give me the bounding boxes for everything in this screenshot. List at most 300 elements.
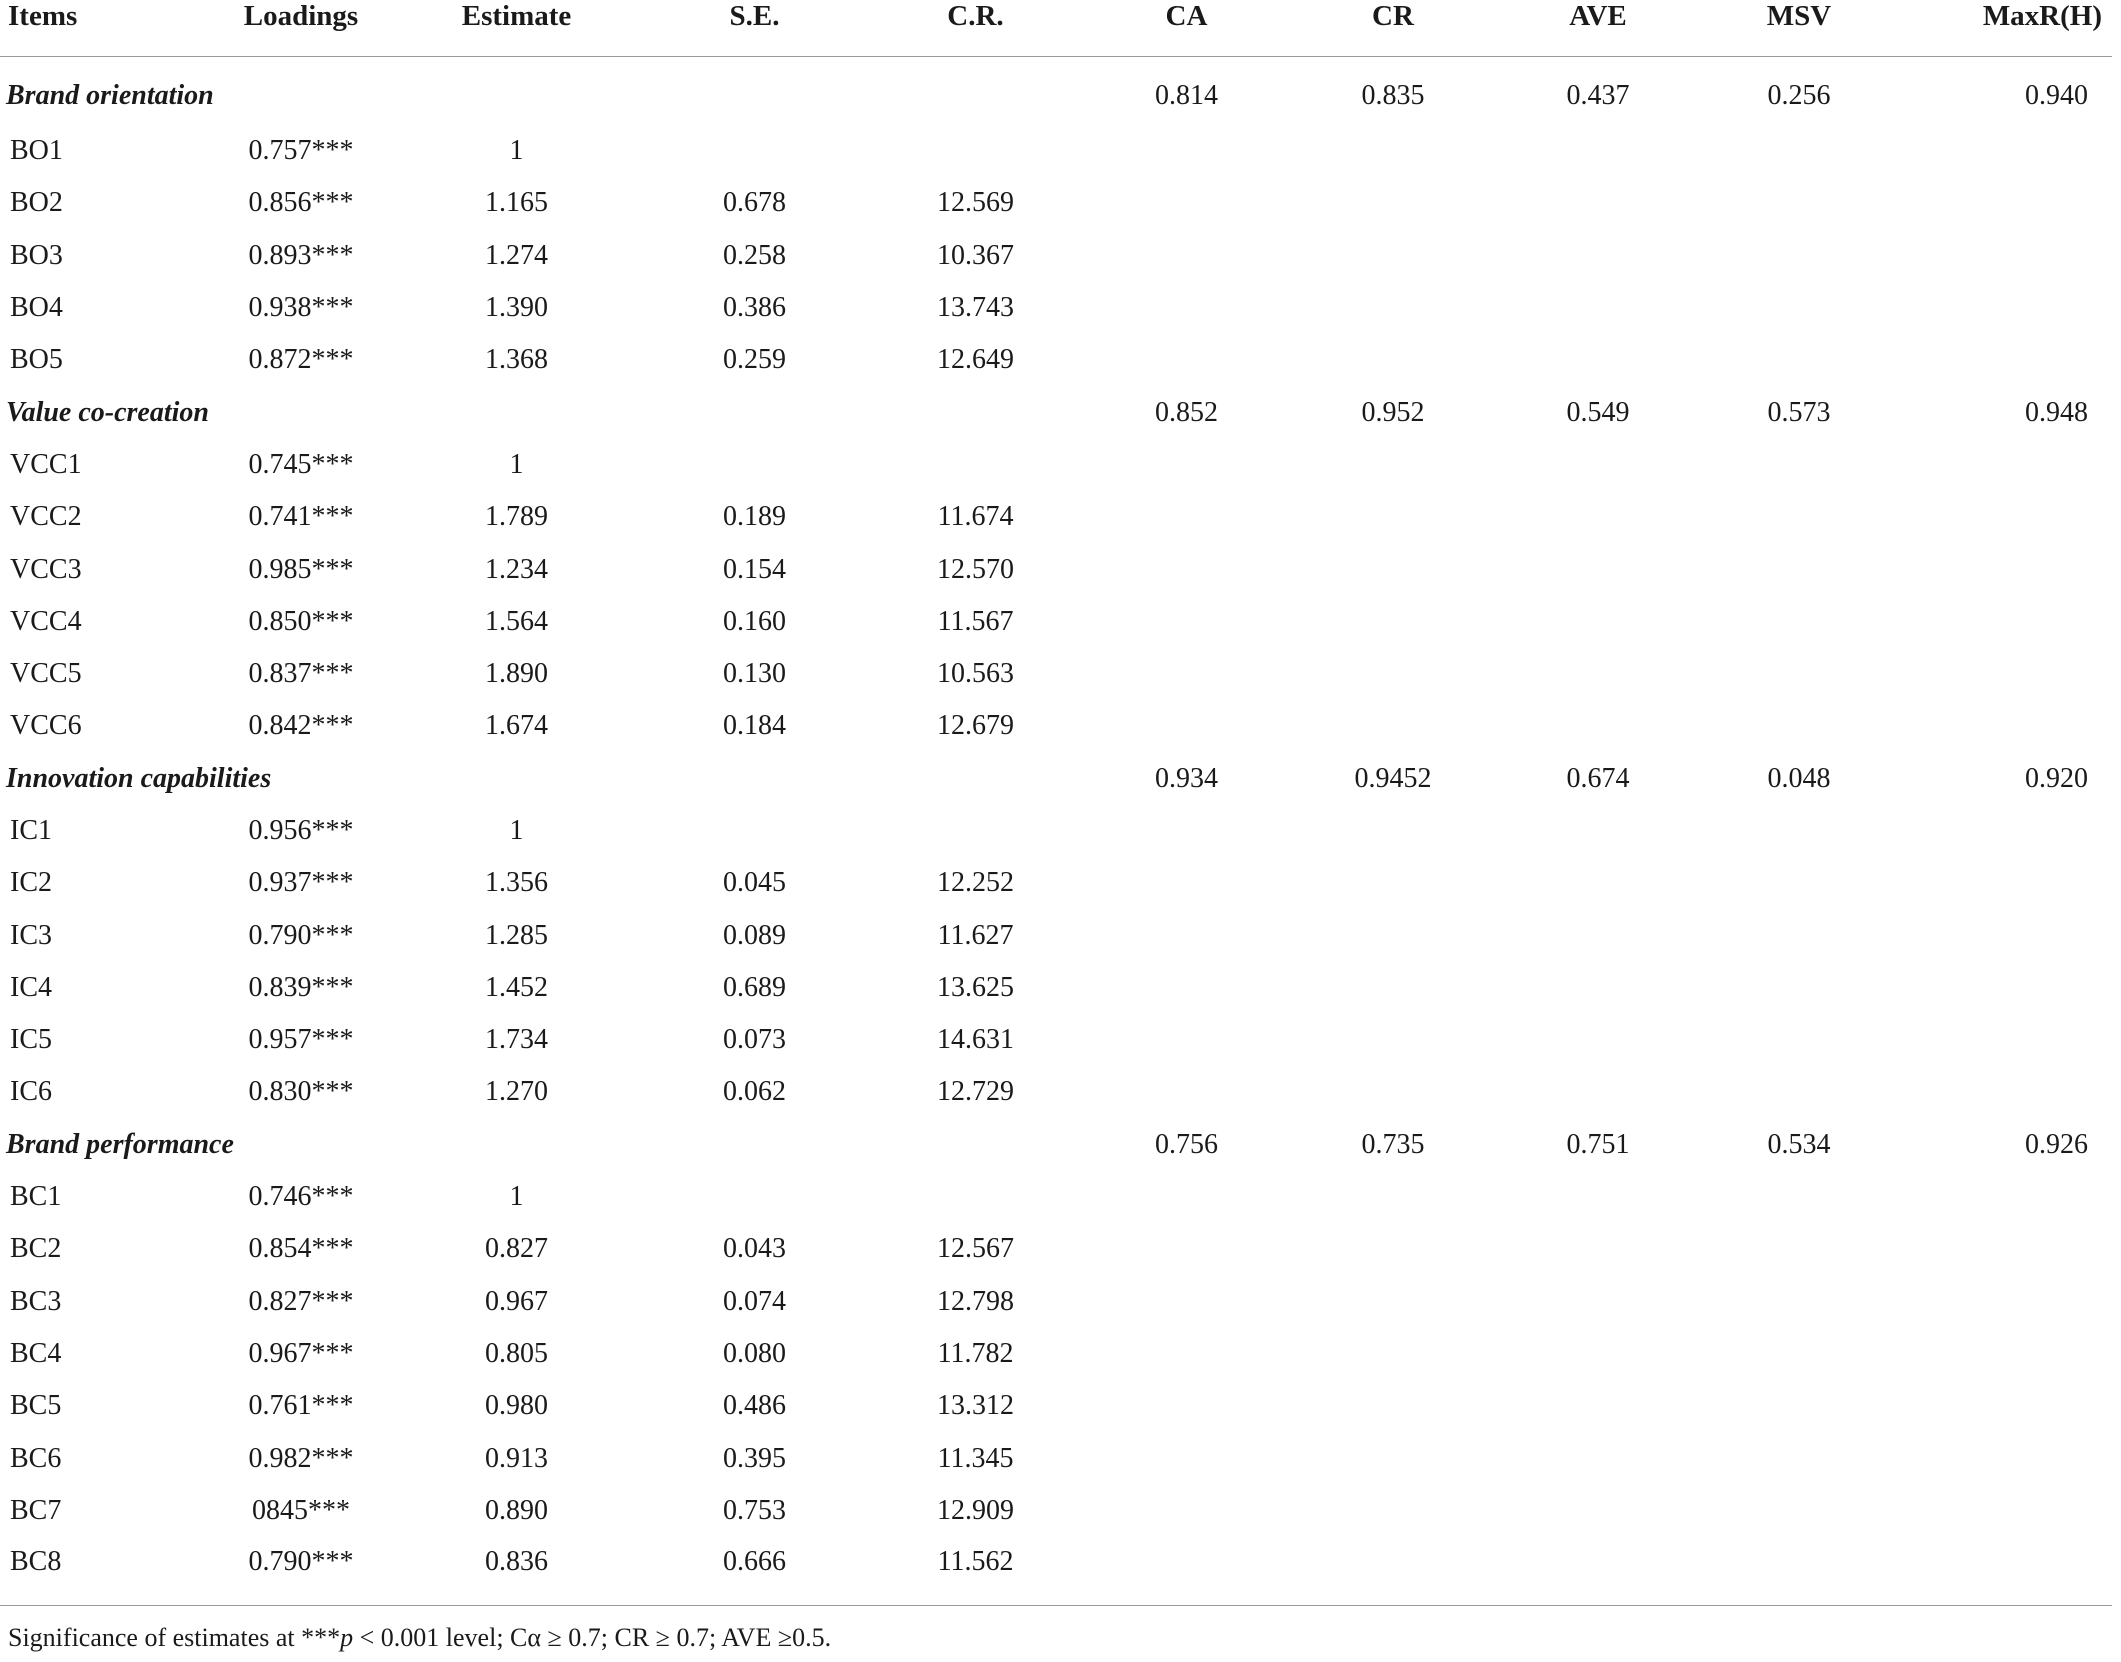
empty-cell (1085, 1066, 1288, 1118)
empty-cell (1900, 1328, 2112, 1380)
estimate-cell: 1.285 (485, 919, 548, 951)
empty-cell (1498, 491, 1698, 543)
loading-cell: 0.746*** (248, 1181, 354, 1213)
table-header-row (0, 0, 2112, 57)
empty-cell (1698, 1223, 1900, 1275)
se-cell: 0.386 (723, 292, 786, 324)
table-row (0, 909, 2112, 961)
empty-cell (1698, 909, 1900, 961)
item-cell: BO4 (10, 292, 63, 324)
estimate-cell: 0.967 (485, 1285, 548, 1317)
loading-cell: 0.854*** (248, 1233, 354, 1265)
estimate-cell: 1.452 (485, 971, 548, 1003)
table-row (0, 543, 2112, 595)
empty-cell (1900, 596, 2112, 648)
se-cell: 0.073 (723, 1024, 786, 1056)
group-label: Brand orientation (6, 80, 214, 111)
loading-cell: 0.872*** (248, 344, 354, 376)
se-cell: 0.130 (723, 658, 786, 690)
estimate-cell: 1.390 (485, 292, 548, 324)
loading-cell: 0.982*** (248, 1442, 354, 1474)
cr-cell (866, 439, 1085, 491)
loading-cell: 0.745*** (248, 448, 354, 480)
empty-cell (1498, 1066, 1698, 1118)
cr-cell: 13.312 (937, 1390, 1014, 1422)
item-cell: VCC3 (10, 553, 82, 585)
group-header-row (0, 1119, 2112, 1171)
cr-cell: 14.631 (937, 1024, 1014, 1056)
loading-cell: 0.790*** (212, 1537, 390, 1606)
empty-cell (1085, 805, 1288, 857)
empty-cell (1698, 857, 1900, 909)
table-row (0, 1485, 2112, 1537)
se-cell (643, 1171, 866, 1223)
empty-cell (1288, 177, 1498, 229)
empty-cell (1085, 962, 1288, 1014)
item-cell: BO1 (10, 135, 63, 167)
cr-cell: 11.782 (937, 1337, 1014, 1369)
loading-cell: 0.937*** (248, 867, 354, 899)
cr-cell: 11.674 (937, 501, 1014, 533)
empty-cell (1288, 700, 1498, 752)
empty-cell (1900, 648, 2112, 700)
empty-cell (1498, 543, 1698, 595)
empty-cell (1085, 177, 1288, 229)
empty-cell (1288, 1223, 1498, 1275)
empty-cell (1900, 1014, 2112, 1066)
empty-cell (1698, 177, 1900, 229)
column-header: C.R. (866, 0, 1085, 57)
loading-cell: 0.850*** (248, 605, 354, 637)
empty-cell (1288, 1328, 1498, 1380)
cr-cell (866, 1171, 1085, 1223)
cr-cell: 12.569 (937, 187, 1014, 219)
empty-cell (1498, 1380, 1698, 1432)
empty-cell (1085, 857, 1288, 909)
loading-cell: 0.741*** (248, 501, 354, 533)
empty-cell (1698, 1485, 1900, 1537)
estimate-cell: 1.734 (485, 1024, 548, 1056)
column-header: Estimate (390, 0, 643, 57)
table-row (0, 282, 2112, 334)
empty-cell (1085, 282, 1288, 334)
table-row (0, 805, 2112, 857)
empty-cell (1085, 1485, 1288, 1537)
group-label: Brand performance (6, 1128, 234, 1160)
table-row (0, 1328, 2112, 1380)
empty-cell (1900, 1276, 2112, 1328)
ave-value: 0.751 (1566, 1128, 1630, 1160)
empty-cell (1498, 1485, 1698, 1537)
empty-cell (1288, 1380, 1498, 1432)
loading-cell: 0.790*** (248, 919, 354, 951)
loading-cell: 0.938*** (248, 292, 354, 324)
item-cell: VCC4 (10, 605, 82, 637)
empty-cell (1900, 334, 2112, 386)
empty-cell (1085, 1171, 1288, 1223)
empty-cell (1698, 334, 1900, 386)
item-cell: VCC5 (10, 658, 82, 690)
empty-cell (1085, 1432, 1288, 1484)
maxr-value: 0.926 (2025, 1128, 2088, 1160)
cr-cell: 12.649 (937, 344, 1014, 376)
estimate-cell: 1.356 (485, 867, 548, 899)
empty-cell (1900, 1171, 2112, 1223)
estimate-cell: 1.789 (485, 501, 548, 533)
maxr-value: 0.948 (2025, 396, 2088, 428)
se-cell (643, 439, 866, 491)
estimate-cell: 1.368 (485, 344, 548, 376)
loading-cell: 0.837*** (248, 658, 354, 690)
column-header: CR (1288, 0, 1498, 57)
loading-cell: 0845*** (252, 1494, 350, 1526)
item-cell: IC5 (10, 1024, 52, 1056)
se-cell: 0.045 (723, 867, 786, 899)
empty-cell (1085, 1223, 1288, 1275)
empty-cell (1900, 282, 2112, 334)
empty-cell (1288, 805, 1498, 857)
empty-cell (1085, 491, 1288, 543)
ca-value: 0.934 (1155, 762, 1218, 794)
se-cell: 0.080 (723, 1337, 786, 1369)
ca-value: 0.852 (1155, 396, 1218, 428)
empty-cell (1288, 334, 1498, 386)
loading-cell: 0.957*** (248, 1024, 354, 1056)
table-row (0, 1380, 2112, 1432)
item-cell: IC4 (10, 971, 52, 1003)
empty-cell (1288, 962, 1498, 1014)
empty-cell (1085, 909, 1288, 961)
maxr-value: 0.940 (2025, 80, 2088, 111)
empty-cell (1085, 648, 1288, 700)
item-cell: IC6 (10, 1076, 52, 1108)
empty-cell (1698, 805, 1900, 857)
empty-cell (1498, 909, 1698, 961)
empty-cell (1498, 230, 1698, 282)
column-header: CA (1085, 0, 1288, 57)
table-row (0, 962, 2112, 1014)
item-cell: BC3 (10, 1285, 62, 1317)
empty-cell (1900, 439, 2112, 491)
empty-cell (1698, 1432, 1900, 1484)
table-row (0, 334, 2112, 386)
se-cell: 0.089 (723, 919, 786, 951)
empty-cell (1900, 909, 2112, 961)
ave-value: 0.549 (1566, 396, 1630, 428)
empty-cell (1698, 1276, 1900, 1328)
column-header: Items (0, 0, 212, 57)
se-cell: 0.259 (723, 344, 786, 376)
se-cell (643, 805, 866, 857)
estimate-cell: 1.165 (485, 187, 548, 219)
table-row (0, 177, 2112, 229)
loading-cell: 0.985*** (248, 553, 354, 585)
empty-cell (1900, 1485, 2112, 1537)
empty-cell (1085, 1537, 1288, 1606)
se-cell: 0.666 (643, 1537, 866, 1606)
empty-cell (1698, 596, 1900, 648)
cr-cell: 11.627 (937, 919, 1014, 951)
item-cell: BC4 (10, 1337, 62, 1369)
empty-cell (1288, 648, 1498, 700)
empty-cell (1900, 1537, 2112, 1606)
empty-cell (1085, 125, 1288, 177)
se-cell: 0.395 (723, 1442, 786, 1474)
empty-cell (1698, 1171, 1900, 1223)
empty-cell (1498, 805, 1698, 857)
item-cell: BC8 (0, 1537, 212, 1606)
loading-cell: 0.842*** (248, 710, 354, 742)
empty-cell (1900, 1066, 2112, 1118)
se-cell: 0.062 (723, 1076, 786, 1108)
table-row (0, 125, 2112, 177)
empty-cell (1288, 1171, 1498, 1223)
empty-cell (1900, 805, 2112, 857)
estimate-cell: 1 (509, 135, 524, 167)
empty-cell (1288, 1066, 1498, 1118)
cr-cell: 11.567 (937, 605, 1014, 637)
empty-cell (1498, 125, 1698, 177)
empty-cell (1498, 596, 1698, 648)
group-header-row (0, 57, 2112, 126)
cr-cell: 12.252 (937, 867, 1014, 899)
column-header: MaxR(H) (1900, 0, 2112, 57)
ave-value: 0.437 (1566, 80, 1630, 111)
ca-value: 0.756 (1155, 1128, 1218, 1160)
cr-cell: 10.367 (937, 239, 1014, 271)
item-cell: VCC6 (10, 710, 82, 742)
cr-cell: 10.563 (937, 658, 1014, 690)
cr-cell (866, 125, 1085, 177)
empty-cell (1085, 1276, 1288, 1328)
cr-cell: 12.909 (937, 1494, 1014, 1526)
empty-cell (1698, 125, 1900, 177)
empty-cell (1498, 439, 1698, 491)
se-cell: 0.486 (723, 1390, 786, 1422)
table-row (0, 857, 2112, 909)
table-row (0, 230, 2112, 282)
table-footnote (8, 1623, 831, 1653)
empty-cell (1498, 962, 1698, 1014)
loading-cell: 0.761*** (248, 1390, 354, 1422)
loading-cell: 0.757*** (248, 135, 354, 167)
item-cell: BC2 (10, 1233, 62, 1265)
cr-cell: 12.798 (937, 1285, 1014, 1317)
table-row (0, 1537, 2112, 1606)
table-row (0, 439, 2112, 491)
empty-cell (1288, 1537, 1498, 1606)
empty-cell (1498, 648, 1698, 700)
se-cell: 0.160 (723, 605, 786, 637)
item-cell: BC5 (10, 1390, 62, 1422)
msv-value: 0.048 (1767, 762, 1831, 794)
empty-cell (1085, 596, 1288, 648)
estimate-cell: 0.890 (485, 1494, 548, 1526)
empty-cell (1900, 491, 2112, 543)
empty-cell (1900, 177, 2112, 229)
se-cell: 0.154 (723, 553, 786, 585)
empty-cell (1085, 439, 1288, 491)
ca-value: 0.814 (1155, 80, 1218, 111)
se-cell: 0.753 (723, 1494, 786, 1526)
empty-cell (1288, 439, 1498, 491)
empty-cell (1498, 1537, 1698, 1606)
empty-cell (1085, 700, 1288, 752)
estimate-cell: 1.270 (485, 1076, 548, 1108)
group-header-row (0, 386, 2112, 438)
empty-cell (1698, 282, 1900, 334)
empty-cell (1498, 1432, 1698, 1484)
se-cell: 0.678 (723, 187, 786, 219)
empty-cell (1288, 1014, 1498, 1066)
se-cell: 0.043 (723, 1233, 786, 1265)
estimate-cell: 1 (509, 448, 524, 480)
empty-cell (1288, 1485, 1498, 1537)
item-cell: IC3 (10, 919, 52, 951)
item-cell: IC1 (10, 815, 52, 846)
column-header: MSV (1698, 0, 1900, 57)
group-header-row (0, 753, 2112, 805)
empty-cell (1900, 125, 2112, 177)
empty-cell (1288, 543, 1498, 595)
loading-cell: 0.956*** (248, 815, 354, 846)
empty-cell (1698, 1328, 1900, 1380)
empty-cell (1498, 700, 1698, 752)
item-cell: BO3 (10, 239, 63, 271)
ave-value: 0.674 (1566, 762, 1630, 794)
empty-cell (1498, 334, 1698, 386)
loading-cell: 0.967*** (248, 1337, 354, 1369)
empty-cell (1698, 491, 1900, 543)
empty-cell (1698, 648, 1900, 700)
item-cell: BC7 (10, 1494, 62, 1526)
cr-cell: 13.625 (937, 971, 1014, 1003)
empty-cell (1698, 439, 1900, 491)
empty-cell (1698, 543, 1900, 595)
table-row (0, 648, 2112, 700)
msv-value: 0.573 (1767, 396, 1831, 428)
empty-cell (1288, 282, 1498, 334)
column-header: S.E. (643, 0, 866, 57)
footnote-prefix: Significance of estimates at *** (8, 1623, 341, 1652)
empty-cell (1085, 230, 1288, 282)
empty-cell (1698, 230, 1900, 282)
empty-cell (1900, 1380, 2112, 1432)
empty-cell (1900, 962, 2112, 1014)
empty-cell (1498, 857, 1698, 909)
estimate-cell: 0.836 (390, 1537, 643, 1606)
column-header: AVE (1498, 0, 1698, 57)
estimate-cell: 1.890 (485, 658, 548, 690)
estimate-cell: 1.274 (485, 239, 548, 271)
maxr-value: 0.920 (2025, 762, 2088, 794)
cr-value: 0.835 (1361, 80, 1425, 111)
column-header: Loadings (212, 0, 390, 57)
empty-cell (1498, 1223, 1698, 1275)
table-row (0, 491, 2112, 543)
cr-cell: 11.562 (866, 1537, 1085, 1606)
footnote-p-symbol: p (340, 1623, 354, 1652)
table-row (0, 1223, 2112, 1275)
empty-cell (1498, 1014, 1698, 1066)
table-row (0, 1432, 2112, 1484)
group-label: Value co-creation (6, 396, 209, 428)
empty-cell (1085, 1014, 1288, 1066)
empty-cell (1698, 1537, 1900, 1606)
empty-cell (1498, 1276, 1698, 1328)
item-cell: BO5 (10, 344, 63, 376)
empty-cell (1698, 1380, 1900, 1432)
empty-cell (1498, 282, 1698, 334)
empty-cell (1288, 125, 1498, 177)
item-cell: IC2 (10, 867, 52, 899)
cr-cell: 12.567 (937, 1233, 1014, 1265)
se-cell: 0.189 (723, 501, 786, 533)
estimate-cell: 0.980 (485, 1390, 548, 1422)
footnote-suffix: < 0.001 level; Cα ≥ 0.7; CR ≥ 0.7; AVE ≥0.5. (353, 1623, 832, 1652)
empty-cell (1288, 491, 1498, 543)
cr-cell: 12.570 (937, 553, 1014, 585)
empty-cell (1288, 1432, 1498, 1484)
cr-value: 0.952 (1361, 396, 1425, 428)
empty-cell (1900, 1223, 2112, 1275)
msv-value: 0.256 (1767, 80, 1831, 111)
empty-cell (1900, 857, 2112, 909)
cr-cell: 11.345 (937, 1442, 1014, 1474)
empty-cell (1085, 334, 1288, 386)
empty-cell (1900, 230, 2112, 282)
empty-cell (1498, 177, 1698, 229)
se-cell: 0.258 (723, 239, 786, 271)
empty-cell (1498, 1171, 1698, 1223)
cr-cell: 12.729 (937, 1076, 1014, 1108)
se-cell: 0.184 (723, 710, 786, 742)
table-row (0, 1276, 2112, 1328)
empty-cell (1085, 543, 1288, 595)
empty-cell (1900, 700, 2112, 752)
estimate-cell: 1.564 (485, 605, 548, 637)
empty-cell (1698, 1014, 1900, 1066)
empty-cell (1288, 230, 1498, 282)
cr-value: 0.9452 (1354, 762, 1432, 794)
cr-value: 0.735 (1361, 1128, 1425, 1160)
empty-cell (1085, 1380, 1288, 1432)
loading-cell: 0.893*** (248, 239, 354, 271)
loading-cell: 0.827*** (248, 1285, 354, 1317)
empty-cell (1698, 1066, 1900, 1118)
cr-cell: 13.743 (937, 292, 1014, 324)
item-cell: BC6 (10, 1442, 62, 1474)
estimate-cell: 1 (509, 1181, 524, 1213)
estimate-cell: 1.234 (485, 553, 548, 585)
table-row (0, 1171, 2112, 1223)
cr-cell (866, 805, 1085, 857)
item-cell: VCC1 (10, 448, 82, 480)
cr-cell: 12.679 (937, 710, 1014, 742)
table-row (0, 1066, 2112, 1118)
table-row (0, 700, 2112, 752)
estimate-cell: 0.913 (485, 1442, 548, 1474)
msv-value: 0.534 (1767, 1128, 1831, 1160)
empty-cell (1085, 1328, 1288, 1380)
item-cell: BC1 (10, 1181, 62, 1213)
empty-cell (1288, 909, 1498, 961)
table-row (0, 596, 2112, 648)
empty-cell (1698, 962, 1900, 1014)
loading-cell: 0.830*** (248, 1076, 354, 1108)
item-cell: VCC2 (10, 501, 82, 533)
estimate-cell: 0.805 (485, 1337, 548, 1369)
